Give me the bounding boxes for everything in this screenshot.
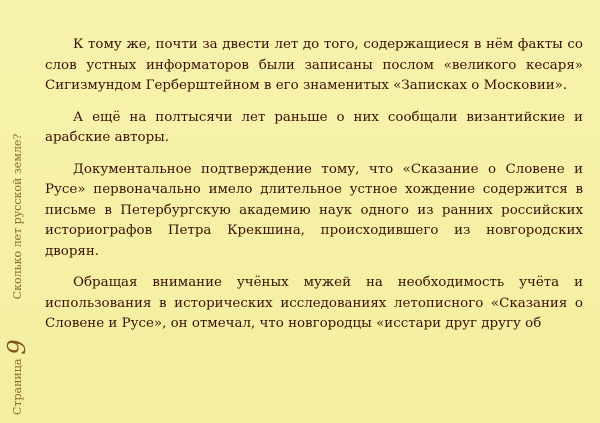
paragraph-1: К тому же, почти за двести лет до того, содержащиеся в нём факты со слов устных информаторов были записаны послом «великого кесаря» Сигизмундом Герберштейном в его знаменитых «Записках о Московии».	[45, 37, 583, 93]
body-text	[45, 35, 583, 346]
margin-note-rotated	[5, 40, 29, 415]
page-number: 9	[3, 339, 31, 355]
margin-note	[5, 40, 29, 415]
paragraph-2: А ещё на полтысячи лет раньше о них сообщали византийские и арабские авторы.	[45, 109, 583, 145]
paragraph-3: Документальное подтверждение тому, что «Сказание о Словене и Русе» первоначально имело длительное устное хождение содержится в письме в Петербургскую академию наук одного из ранних российских историографов Петра Крекшина, происходившего из новгородских дворян.	[45, 161, 583, 259]
book-title: Сколько лет русской земле?	[10, 133, 24, 300]
page-label: Страница	[10, 358, 24, 415]
paragraph-4: Обращая внимание учёных мужей на необходимость учёта и использования в исторических исследованиях летописного «Сказания о Словене и Русе», он отмечал, что новгородцы «исстари друг другу об	[45, 275, 583, 331]
